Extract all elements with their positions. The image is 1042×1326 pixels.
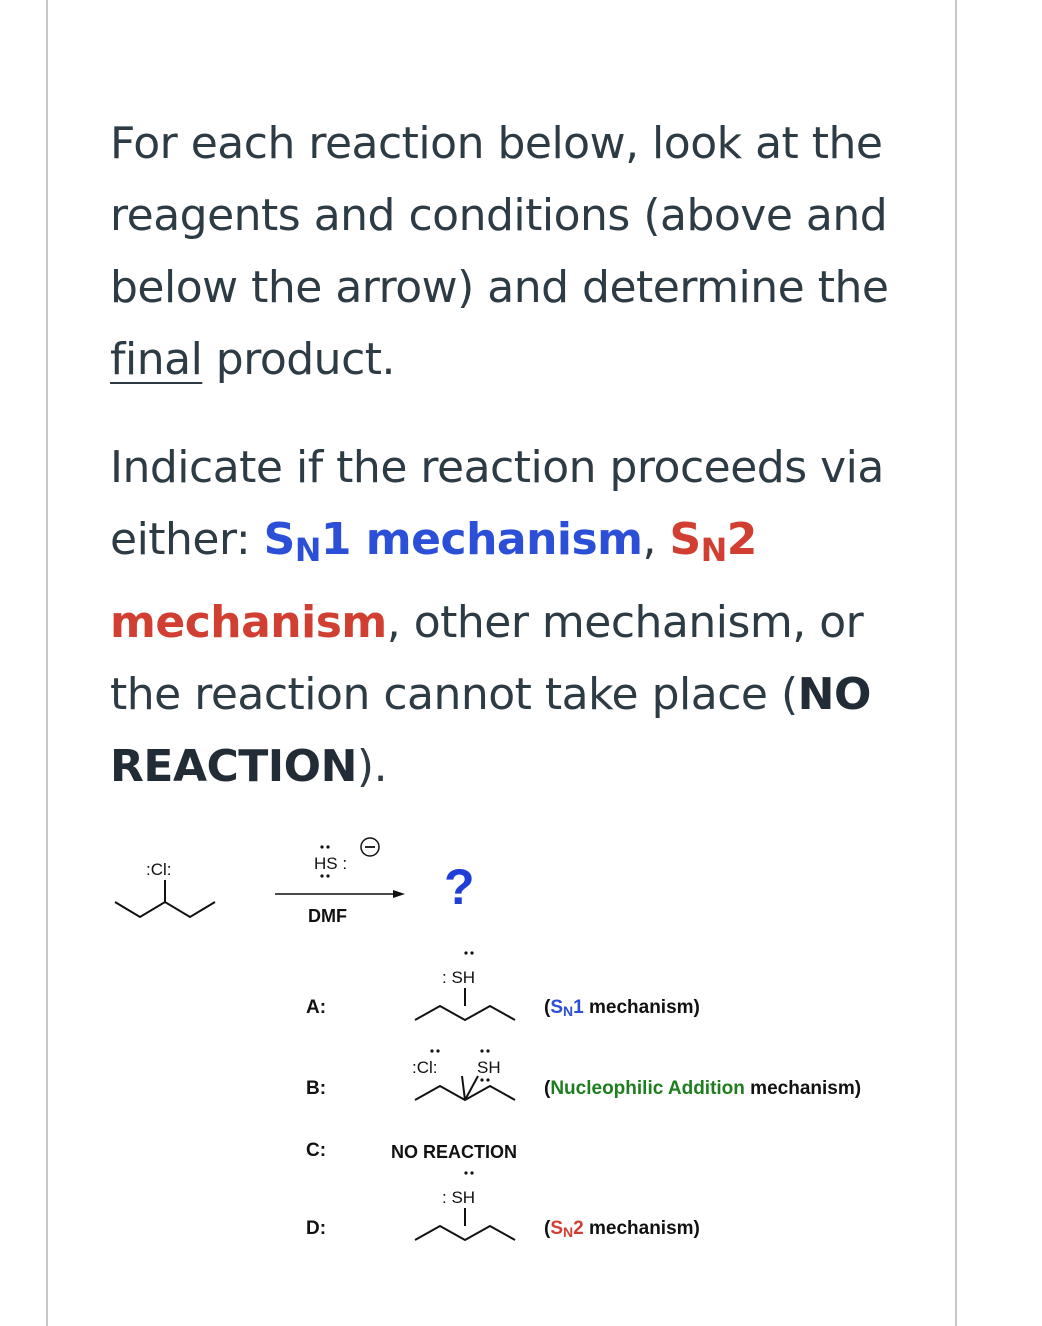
- option-c-letter: C:: [306, 1140, 327, 1161]
- product-d-skeleton: [415, 1226, 515, 1240]
- q1-text-a: For each reaction below, look at the reagents and conditions (above and below the arrow) and determine the: [110, 118, 889, 313]
- option-b-note: (Nucleophilic Addition mechanism): [544, 1078, 862, 1099]
- question-paragraph-1: [110, 108, 910, 396]
- option-b-letter: B:: [306, 1078, 327, 1099]
- q2-comma: ,: [642, 514, 670, 565]
- q2-text-c: ).: [356, 740, 388, 792]
- sn1-subscript: N: [294, 532, 321, 569]
- sn2-rest: 2 mechanism: [110, 514, 757, 648]
- sn2-s: S: [669, 514, 701, 565]
- question-paragraph-2: [110, 432, 910, 803]
- no-reaction-bold: NO REACTION: [110, 668, 871, 792]
- q2-text-a: Indicate if the reaction proceeds via either:: [110, 442, 884, 565]
- reagent-charge: [389, 822, 390, 823]
- unknown-product-question-mark: ?: [444, 859, 475, 915]
- sn2-subscript: N: [700, 532, 727, 569]
- sn1-s: S: [263, 514, 295, 565]
- option-c-no-reaction: NO REACTION: [391, 1142, 517, 1162]
- reaction-structures: [0, 820, 1042, 1280]
- reaction-diagram: [0, 820, 1042, 1280]
- reaction-arrow-head: [393, 890, 405, 898]
- option-a-note: (SN1 mechanism): [544, 997, 700, 1019]
- option-d-sh-atom: : SH: [442, 1188, 476, 1207]
- product-a-skeleton: [415, 1006, 515, 1020]
- q1-text-b: product.: [202, 334, 396, 385]
- reactant-cl-atom: :Cl:: [146, 860, 172, 879]
- q2-text-b: , other mechanism, or the reaction cannot take place (: [110, 596, 864, 720]
- q1-underlined-word: final: [110, 334, 203, 385]
- option-b-cl-atom: :Cl:: [412, 1058, 438, 1077]
- option-b-sh-atom: SH: [477, 1058, 501, 1077]
- option-d-letter: D:: [306, 1218, 327, 1239]
- reagent-hs: HS :: [314, 854, 348, 873]
- option-a-sh-atom: : SH: [442, 968, 476, 987]
- question-text: [110, 108, 910, 803]
- option-a-letter: A:: [306, 997, 327, 1018]
- sn1-rest: 1 mechanism: [320, 514, 643, 565]
- option-d-note: (SN2 mechanism): [544, 1218, 700, 1240]
- sn1-mechanism-text: [263, 514, 643, 569]
- reactant-skeleton: [115, 902, 215, 917]
- solvent-dmf: DMF: [308, 906, 347, 926]
